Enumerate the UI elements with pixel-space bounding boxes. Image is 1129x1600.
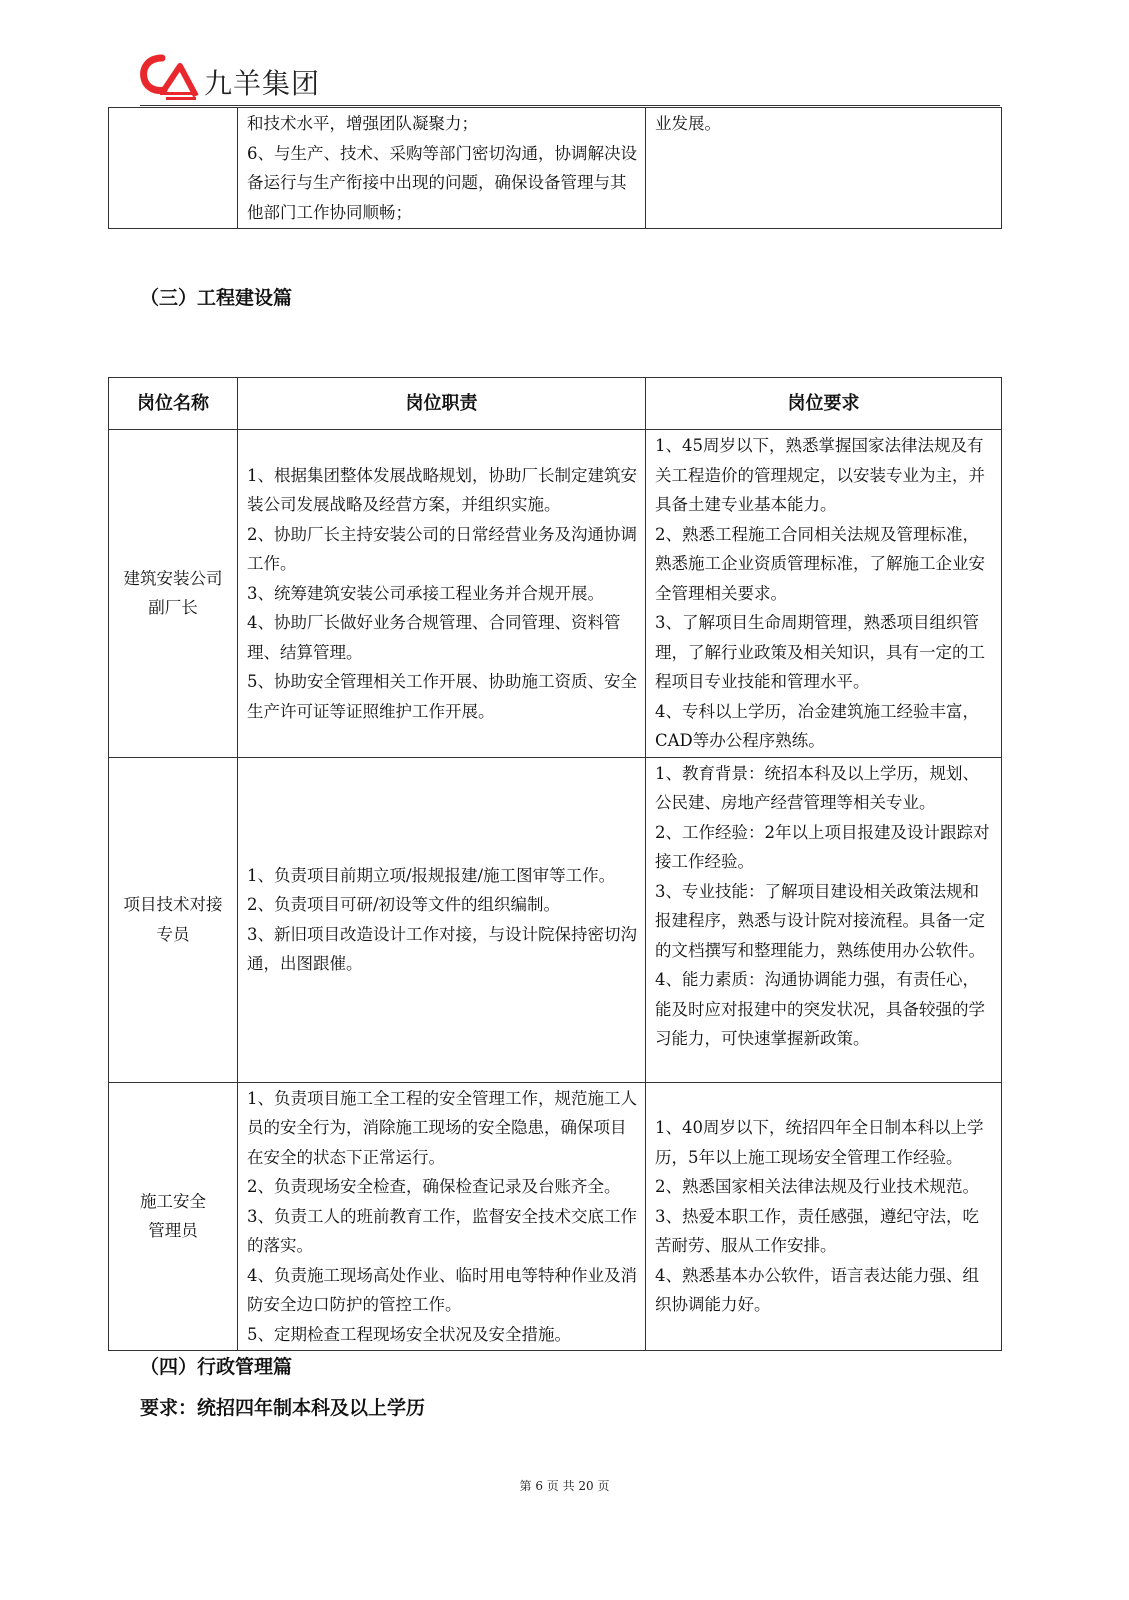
header-rule — [140, 105, 1000, 106]
positions-table — [108, 377, 1002, 1351]
page-header — [140, 52, 1000, 108]
column-header-requirements: 岗位要求 — [646, 378, 1002, 430]
table-row — [109, 1082, 1002, 1351]
company-logo-icon — [140, 52, 202, 102]
page-number: 第 6 页 共 20 页 — [519, 1479, 610, 1493]
continued-table — [108, 107, 1002, 229]
requirements-cell: 1、45周岁以下，熟悉掌握国家法律法规及有关工程造价的管理规定，以安装专业为主，并具备土建专业基本能力。 2、熟悉工程施工合同相关法规及管理标准，熟悉施工企业资质管理标准，了解施工企业安全管理相关要求。 3、了解项目生命周期管理，熟悉项目组织管理，了解行业政策及相关知识，具有一定的工程项目专业技能和管理水平。 4、专科以上学历，冶金建筑施工经验丰富，CAD等办公程序熟练。 — [646, 430, 1002, 758]
section-heading-administration: （四）行政管理篇 — [140, 1356, 293, 1378]
position-cell: 施工安全 管理员 — [109, 1082, 238, 1351]
table-row — [109, 108, 1002, 229]
column-header-duties: 岗位职责 — [238, 378, 646, 430]
duties-cell: 1、负责项目前期立项/报规报建/施工图审等工作。 2、负责项目可研/初设等文件的组织编制。 3、新旧项目改造设计工作对接，与设计院保持密切沟通，出图跟催。 — [238, 757, 646, 1082]
duties-cell: 和技术水平，增强团队凝聚力； 6、与生产、技术、采购等部门密切沟通，协调解决设备运行与生产衔接中出现的问题，确保设备管理与其他部门工作协同顺畅； — [238, 108, 646, 229]
table-row — [109, 430, 1002, 758]
duties-cell: 1、负责项目施工全工程的安全管理工作，规范施工人员的安全行为，消除施工现场的安全隐患，确保项目在安全的状态下正常运行。 2、负责现场安全检查，确保检查记录及台账齐全。 3、负责工人的班前教育工作，监督安全技术交底工作的落实。 4、负责施工现场高处作业、临时用电等特种作业及消防安全边口防护的管控工作。 5、定期检查工程现场安全状况及安全措施。 — [238, 1082, 646, 1351]
requirements-cell: 1、40周岁以下，统招四年全日制本科以上学历，5年以上施工现场安全管理工作经验。 2、熟悉国家相关法律法规及行业技术规范。 3、热爱本职工作，责任感强，遵纪守法，吃苦耐劳、服从工作安排。 4、熟悉基本办公软件，语言表达能力强、组织协调能力好。 — [646, 1082, 1002, 1351]
position-cell: 建筑安装公司 副厂长 — [109, 430, 238, 758]
company-name: 九羊集团 — [204, 67, 321, 100]
requirements-cell: 业发展。 — [646, 108, 1002, 229]
requirements-cell: 1、教育背景：统招本科及以上学历，规划、公民建、房地产经营管理等相关专业。 2、工作经验：2年以上项目报建及设计跟踪对接工作经验。 3、专业技能：了解项目建设相关政策法规和报建程序，熟悉与设计院对接流程。具备一定的文档撰写和整理能力，熟练使用办公软件。 4、能力素质：沟通协调能力强，有责任心，能及时应对报建中的突发状况，具备较强的学习能力，可快速掌握新政策。 — [646, 757, 1002, 1082]
position-cell — [109, 108, 238, 229]
section-heading-engineering: （三）工程建设篇 — [140, 287, 293, 309]
section-requirement: 要求：统招四年制本科及以上学历 — [140, 1397, 426, 1419]
position-cell: 项目技术对接 专员 — [109, 757, 238, 1082]
table-header-row — [109, 378, 1002, 430]
column-header-position: 岗位名称 — [109, 378, 238, 430]
table-row — [109, 757, 1002, 1082]
duties-cell: 1、根据集团整体发展战略规划，协助厂长制定建筑安装公司发展战略及经营方案，并组织实施。 2、协助厂长主持安装公司的日常经营业务及沟通协调工作。 3、统筹建筑安装公司承接工程业务并合规开展。 4、协助厂长做好业务合规管理、合同管理、资料管理、结算管理。 5、协助安全管理相关工作开展、协助施工资质、安全生产许可证等证照维护工作开展。 — [238, 430, 646, 758]
